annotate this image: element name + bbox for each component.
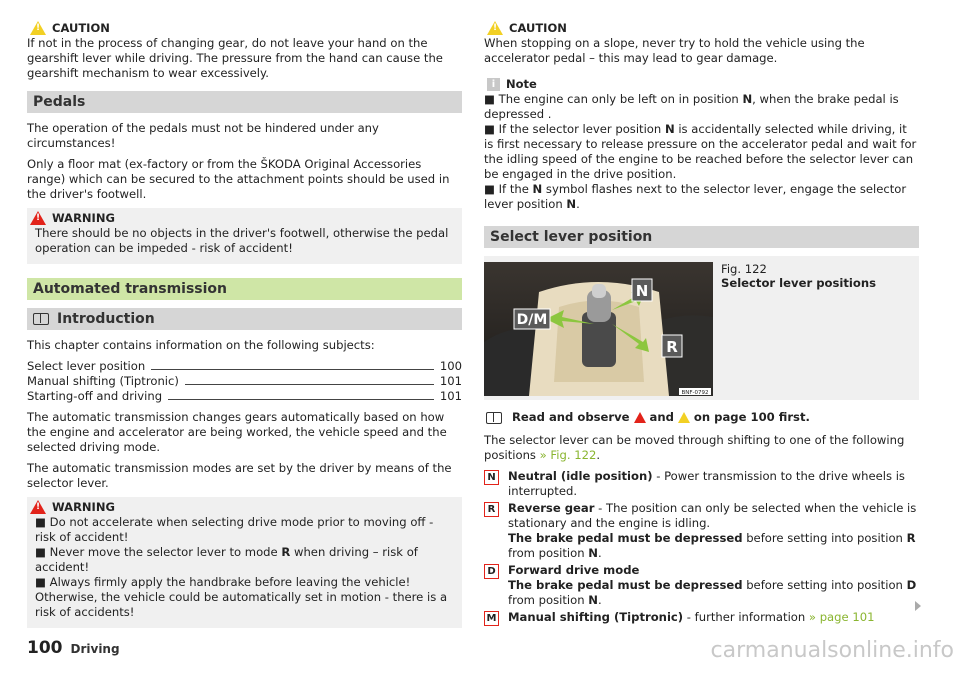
caution-text: If not in the process of changing gear, do not leave your hand on the gearshift lever while driving. The pressure from the hand can cause the gearshift mechanism to wear excessively. xyxy=(27,36,443,80)
book-icon xyxy=(33,313,49,325)
warning-icon xyxy=(30,500,46,514)
toc-leader xyxy=(168,390,434,400)
caution-icon xyxy=(30,21,46,35)
figure-label-r: R xyxy=(666,338,678,356)
paragraph: The operation of the pedals must not be hindered under any circumstances! xyxy=(27,121,379,150)
toc-page: 101 xyxy=(439,389,462,403)
paragraph: The automatic transmission changes gears automatically based on how the engine and accelerator are being worked, the vehicle speed and the selected driving mode. xyxy=(27,410,447,454)
caution-header xyxy=(484,20,919,36)
list-item: D Forward drive mode The brake pedal must be depressed before setting into position D from position N. xyxy=(484,563,919,608)
section-heading-select-lever: Select lever position xyxy=(484,226,919,248)
warning-box xyxy=(27,208,462,264)
intro-heading-text: Introduction xyxy=(57,311,155,327)
figure-code: BNF-0792 xyxy=(681,390,709,396)
paragraph: The selector lever can be moved through shifting to one of the following positions » Fig. 122. xyxy=(484,433,905,462)
toc-page: 100 xyxy=(439,359,462,373)
paragraph: The automatic transmission modes are set by the driver by means of the selector lever. xyxy=(27,461,452,490)
toc-row[interactable] xyxy=(27,389,462,404)
book-icon xyxy=(486,412,502,424)
caution-text: When stopping on a slope, never try to hold the vehicle using the accelerator pedal – this may lead to gear damage. xyxy=(484,36,865,65)
note-header xyxy=(484,76,919,92)
list-item: N Neutral (idle position) - Power transmission to the drive wheels is interrupted. xyxy=(484,469,919,499)
figure-caption xyxy=(713,262,876,400)
warning-bullet: ■ Always firmly apply the handbrake before leaving the vehicle! Otherwise, the vehicle could be automatically set in motion - there is a risk of accidents! xyxy=(35,575,448,619)
section-heading-pedals: Pedals xyxy=(27,91,462,113)
warning-label: WARNING xyxy=(52,210,115,225)
left-column xyxy=(27,20,462,636)
watermark: carmanualsonline.info xyxy=(710,638,954,663)
toc-leader xyxy=(151,360,434,370)
page-link[interactable]: » page 101 xyxy=(808,610,875,624)
toc-label: Starting-off and driving xyxy=(27,389,163,403)
figure-link[interactable]: » Fig. 122 xyxy=(539,448,597,462)
caution-label: CAUTION xyxy=(52,20,110,35)
intro-lead: This chapter contains information on the following subjects: xyxy=(27,338,375,352)
caution-icon xyxy=(487,21,503,35)
toc-label: Select lever position xyxy=(27,359,146,373)
warning-bullet: ■ Never move the selector lever to mode R when driving – risk of accident! xyxy=(35,545,418,574)
toc-label: Manual shifting (Tiptronic) xyxy=(27,374,179,388)
right-column xyxy=(484,20,919,627)
figure-label-dm: D/M xyxy=(516,312,548,328)
caution-header xyxy=(27,20,462,36)
position-marker: R xyxy=(484,502,499,517)
warning-icon xyxy=(634,412,646,423)
warning-header xyxy=(27,210,454,226)
figure-title: Selector lever positions xyxy=(721,276,876,290)
section-heading-introduction xyxy=(27,308,462,330)
toc-row[interactable] xyxy=(27,359,462,374)
position-marker: M xyxy=(484,611,499,626)
warning-text: There should be no objects in the driver's footwell, otherwise the pedal operation can be impeded - risk of accident! xyxy=(35,226,449,255)
warning-header xyxy=(27,499,454,515)
page-footer xyxy=(27,638,120,658)
chapter-name: Driving xyxy=(70,642,120,656)
position-marker: D xyxy=(484,564,499,579)
toc-page: 101 xyxy=(439,374,462,388)
list-item: R Reverse gear - The position can only be selected when the vehicle is stationary and the engine is idling. The brake pedal must be depressed before setting into position R from position N. xyxy=(484,501,919,561)
continue-arrow-icon xyxy=(915,601,921,611)
table-of-contents xyxy=(27,359,462,404)
read-text: and xyxy=(649,410,674,424)
list-item: M Manual shifting (Tiptronic) - further information » page 101 xyxy=(484,610,919,625)
warning-bullet: ■ Do not accelerate when selecting drive mode prior to moving off - risk of accident! xyxy=(35,515,434,544)
position-marker: N xyxy=(484,470,499,485)
caution-label: CAUTION xyxy=(509,20,567,35)
figure-image xyxy=(484,262,713,396)
chapter-heading-automated-transmission: Automated transmission xyxy=(27,278,462,300)
selector-lever-photo xyxy=(484,262,713,396)
read-and-observe xyxy=(484,410,919,425)
warning-icon xyxy=(30,211,46,225)
toc-leader xyxy=(185,375,434,385)
note-bullet: ■ The engine can only be left on in position N, when the brake pedal is depressed . xyxy=(484,92,899,121)
note-bullet: ■ If the N symbol flashes next to the selector lever, engage the selector lever position N. xyxy=(484,182,907,211)
figure-number: Fig. 122 xyxy=(721,262,767,276)
figure-label-n: N xyxy=(635,282,649,300)
warning-label: WARNING xyxy=(52,499,115,514)
paragraph: Only a floor mat (ex-factory or from the ŠKODA Original Accessories range) which can be secured to the attachment points should be used in the driver's footwell. xyxy=(27,157,450,201)
note-bullet: ■ If the selector lever position N is accidentally selected while driving, it is first necessary to release pressure on the accelerator pedal and wait for the idling speed of the engine to be reached before the selector lever can be engaged in the drive position. xyxy=(484,122,917,181)
figure-box xyxy=(484,256,919,400)
note-label: Note xyxy=(506,76,537,91)
warning-box xyxy=(27,497,462,628)
page-number: 100 xyxy=(27,638,63,658)
read-text: on page 100 first. xyxy=(693,410,810,424)
toc-row[interactable] xyxy=(27,374,462,389)
caution-icon xyxy=(678,412,690,423)
info-icon: i xyxy=(487,78,500,91)
read-text: Read and observe xyxy=(512,410,630,424)
